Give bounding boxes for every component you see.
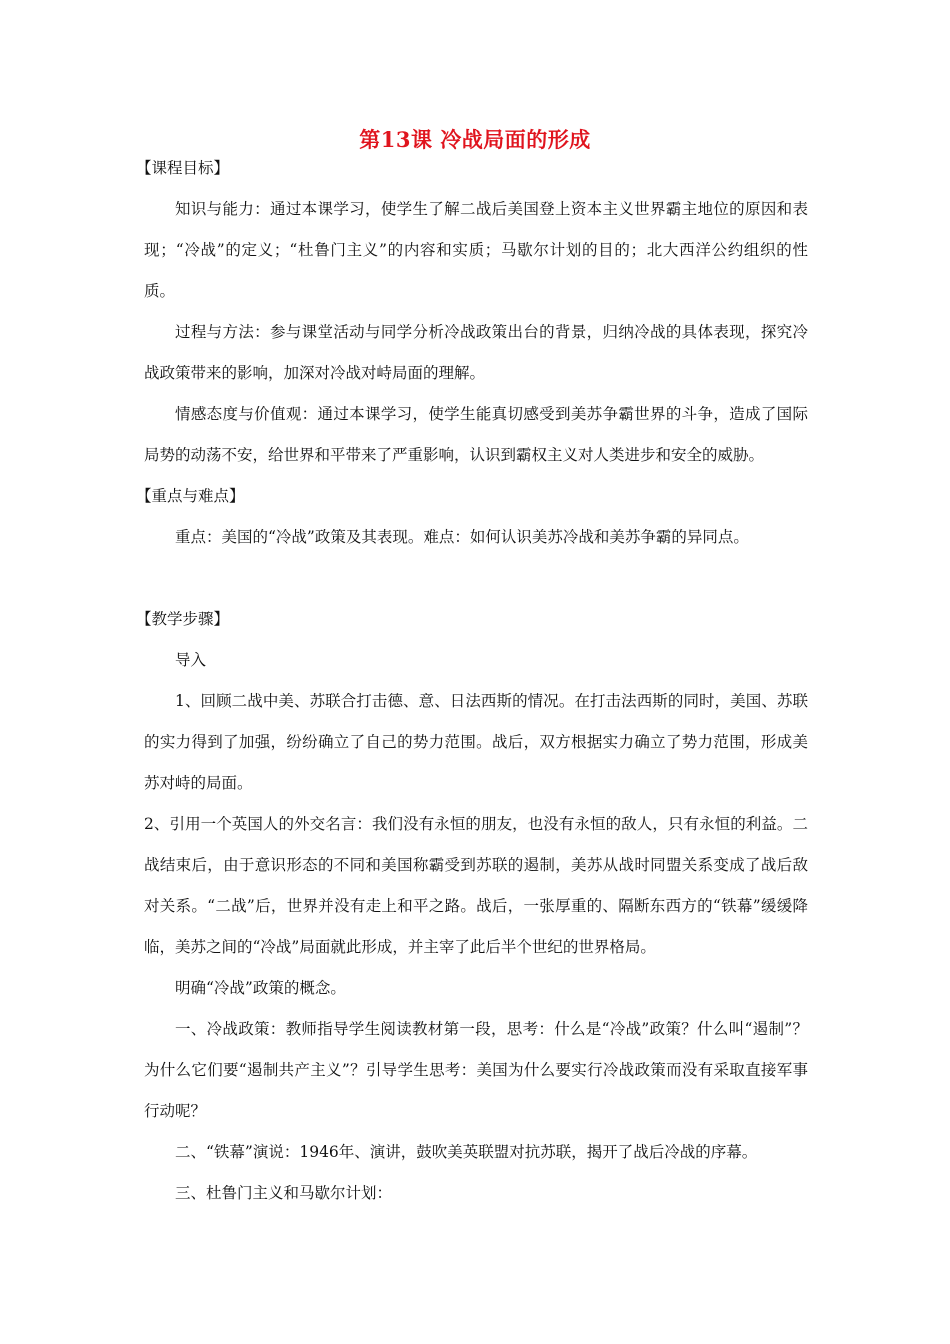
keypoints-paragraph: 重点：美国的“冷战”政策及其表现。难点：如何认识美苏冷战和美苏争霸的异同点。 (175, 528, 749, 546)
steps-intro-label: 导入 (175, 651, 207, 669)
document-body (136, 148, 808, 1214)
steps-heading: 【教学步骤】 (136, 610, 230, 628)
blank-line (144, 558, 808, 599)
steps-paragraph-3: 明确“冷战”政策的概念。 (175, 979, 346, 997)
steps-paragraph-4: 一、冷战政策：教师指导学生阅读教材第一段，思考：什么是“冷战”政策？什么叫“遏制”？为什么它们要“遏制共产主义”？引导学生思考：美国为什么要实行冷战政策而没有采取直接军事行动呢？ (144, 1020, 808, 1120)
keypoints-heading: 【重点与难点】 (136, 487, 245, 505)
objectives-knowledge-paragraph: 知识与能力：通过本课学习，使学生了解二战后美国登上资本主义世界霸主地位的原因和表现；“冷战”的定义；“杜鲁门主义”的内容和实质；马歇尔计划的目的；北大西洋公约组织的性质。 (144, 200, 808, 300)
objectives-process-paragraph: 过程与方法：参与课堂活动与同学分析冷战政策出台的背景，归纳冷战的具体表现，探究冷战政策带来的影响，加深对冷战对峙局面的理解。 (144, 323, 808, 382)
objectives-heading: 【课程目标】 (136, 159, 230, 177)
steps-paragraph-5: 二、“铁幕”演说：1946年、演讲，鼓吹美英联盟对抗苏联，揭开了战后冷战的序幕。 (175, 1143, 758, 1161)
steps-paragraph-2: 2、引用一个英国人的外交名言：我们没有永恒的朋友，也没有永恒的敌人，只有永恒的利益。二战结束后，由于意识形态的不同和美国称霸受到苏联的遏制，美苏从战时同盟关系变成了战后敌对关系。“二战”后，世界并没有走上和平之路。战后，一张厚重的、隔断东西方的“铁幕”缓缓降临，美苏之间的“冷战”局面就此形成，并主宰了此后半个世纪的世界格局。 (144, 815, 808, 956)
steps-paragraph-1: 1、回顾二战中美、苏联合打击德、意、日法西斯的情况。在打击法西斯的同时，美国、苏联的实力得到了加强，纷纷确立了自己的势力范围。战后，双方根据实力确立了势力范围，形成美苏对峙的局面。 (144, 692, 808, 792)
page-title: 第13课 冷战局面的形成 (359, 127, 591, 152)
steps-paragraph-6: 三、杜鲁门主义和马歇尔计划： (175, 1184, 393, 1202)
objectives-emotion-paragraph: 情感态度与价值观：通过本课学习，使学生能真切感受到美苏争霸世界的斗争，造成了国际局势的动荡不安，给世界和平带来了严重影响，认识到霸权主义对人类进步和安全的威胁。 (144, 405, 808, 464)
